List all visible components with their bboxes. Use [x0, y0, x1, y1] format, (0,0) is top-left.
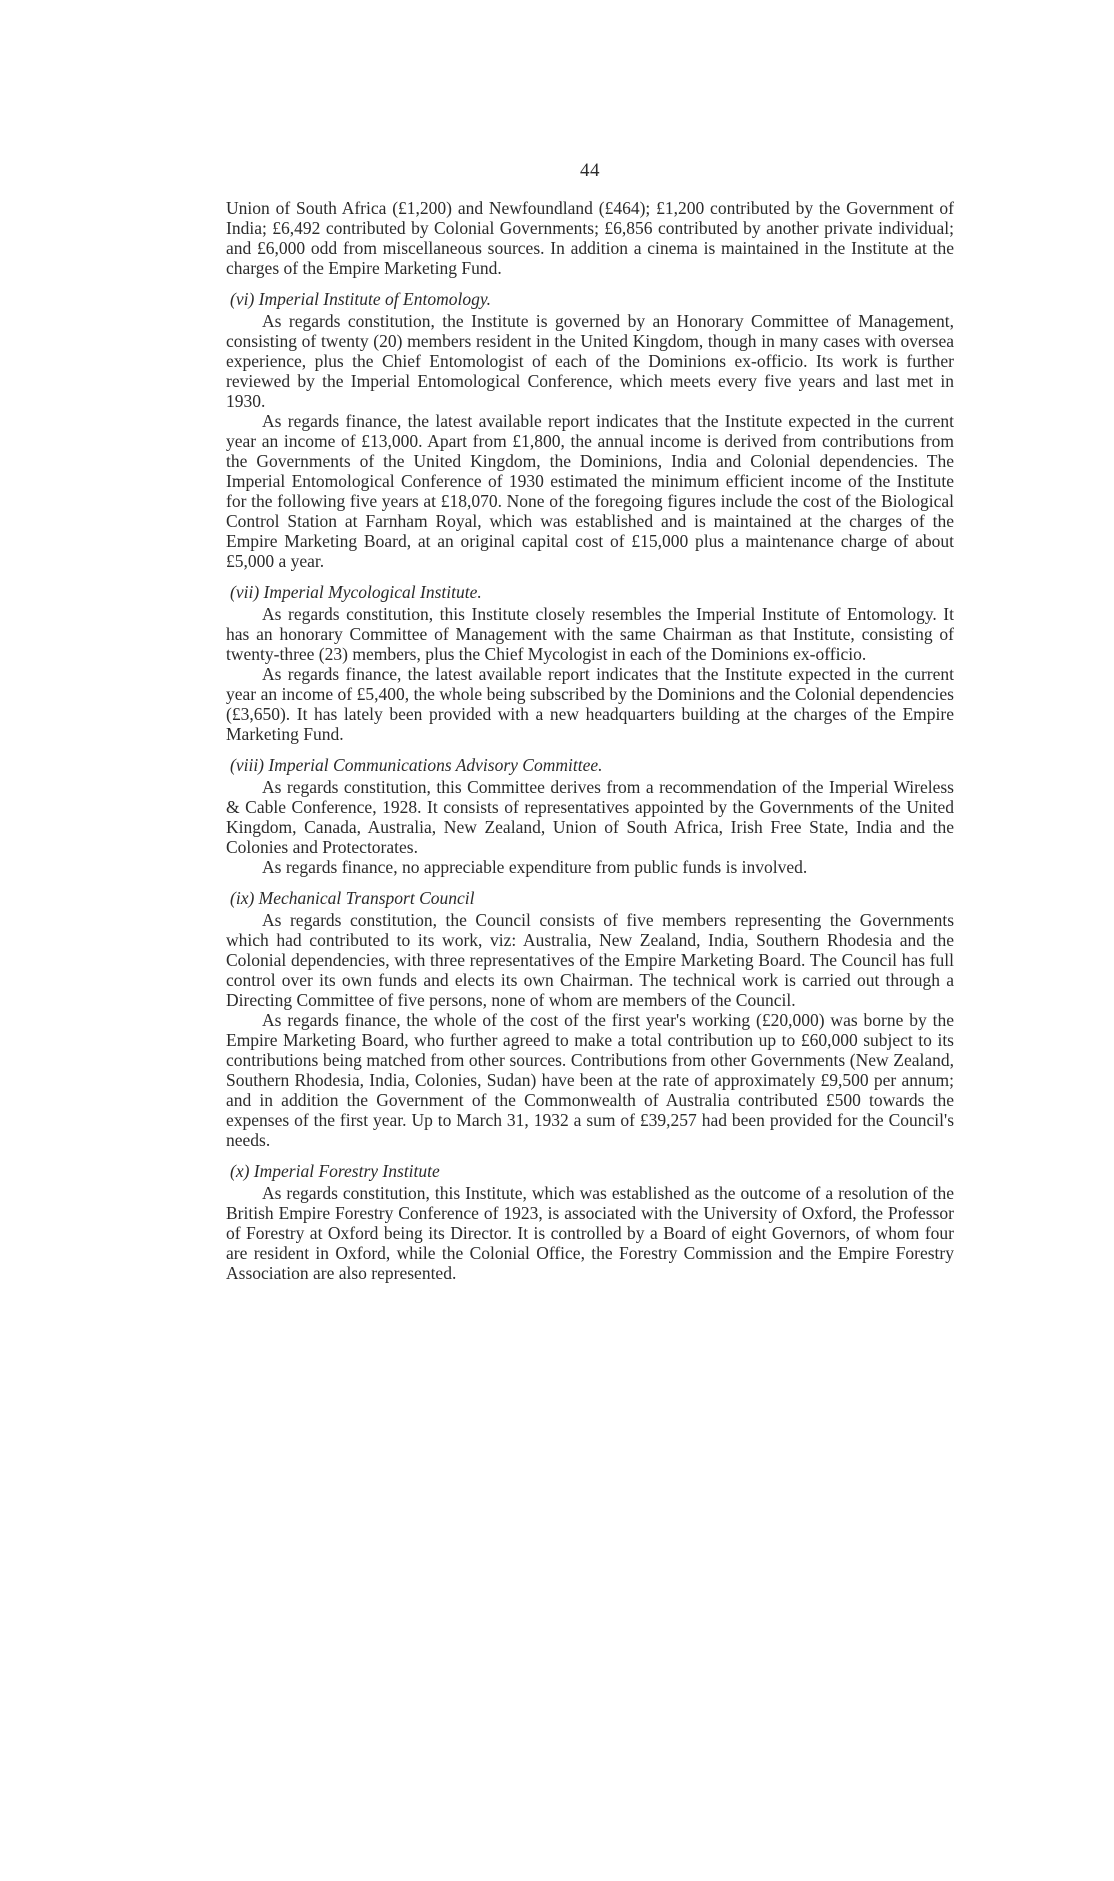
section-heading: (viii) Imperial Communications Advisory Committee. — [230, 755, 603, 775]
intro-paragraph: Union of South Africa (£1,200) and Newfoundland (£464); £1,200 contributed by the Government of India; £6,492 contributed by Colonial Governments; £6,856 contributed by another private individual; and £6,000 odd from miscellaneous sources. In addition a cinema is maintained in the Institute at the charges of the Empire Marketing Fund. — [226, 198, 954, 278]
section-mechanical-transport — [226, 888, 954, 1150]
paragraph-finance: As regards finance, the whole of the cost of the first year's working (£20,000) was borne by the Empire Marketing Board, who further agreed to make a total contribution up to £60,000 subject to its contributions being matched from other sources. Contributions from other Governments (New Zealand, Southern Rhodesia, India, Colonies, Sudan) have been at the rate of approximately £9,500 per annum; and in addition the Government of the Commonwealth of Australia contributed £500 towards the expenses of the first year. Up to March 31, 1932 a sum of £39,257 had been provided for the Council's needs. — [226, 1010, 954, 1150]
paragraph-finance: As regards finance, no appreciable expenditure from public funds is involved. — [262, 857, 808, 877]
page-number: 44 — [580, 160, 600, 181]
paragraph-constitution: As regards constitution, this Committee derives from a recommendation of the Imperial Wireless & Cable Conference, 1928. It consists of representatives appointed by the Governments of the United Kingdom, Canada, Australia, New Zealand, Union of South Africa, Irish Free State, India and the Colonies and Protectorates. — [226, 777, 954, 857]
document-page — [226, 160, 954, 1283]
paragraph-constitution: As regards constitution, this Institute, which was established as the outcome of a resolution of the British Empire Forestry Conference of 1923, is associated with the University of Oxford, the Professor of Forestry at Oxford being its Director. It is controlled by a Board of eight Governors, of whom four are resident in Oxford, while the Colonial Office, the Forestry Commission and the Empire Forestry Association are also represented. — [226, 1183, 954, 1283]
section-heading: (ix) Mechanical Transport Council — [230, 888, 475, 908]
section-entomology — [226, 289, 954, 571]
section-mycology — [226, 582, 954, 744]
section-heading: (vii) Imperial Mycological Institute. — [230, 582, 482, 602]
paragraph-constitution: As regards constitution, the Institute is governed by an Honorary Committee of Management, consisting of twenty (20) members resident in the United Kingdom, though in many cases with oversea experience, plus the Chief Entomologist of each of the Dominions ex-officio. Its work is further reviewed by the Imperial Entomological Conference, which meets every five years and last met in 1930. — [226, 311, 954, 411]
paragraph-finance: As regards finance, the latest available report indicates that the Institute expected in the current year an income of £13,000. Apart from £1,800, the annual income is derived from contributions from the Governments of the United Kingdom, the Dominions, India and Colonial dependencies. The Imperial Entomological Conference of 1930 estimated the minimum efficient income of the Institute for the following five years at £18,070. None of the foregoing figures include the cost of the Biological Control Station at Farnham Royal, which was established and is maintained at the charges of the Empire Marketing Board, at an original capital cost of £15,000 plus a maintenance charge of about £5,000 a year. — [226, 411, 954, 571]
section-forestry — [226, 1161, 954, 1283]
paragraph-constitution: As regards constitution, this Institute closely resembles the Imperial Institute of Entomology. It has an honorary Committee of Management with the same Chairman as that Institute, consisting of twenty-three (23) members, plus the Chief Mycologist in each of the Dominions ex-officio. — [226, 604, 954, 664]
section-communications — [226, 755, 954, 877]
paragraph-finance: As regards finance, the latest available report indicates that the Institute expected in the current year an income of £5,400, the whole being subscribed by the Dominions and the Colonial dependencies (£3,650). It has lately been provided with a new headquarters building at the charges of the Empire Marketing Fund. — [226, 664, 954, 744]
section-heading: (x) Imperial Forestry Institute — [230, 1161, 440, 1181]
section-heading: (vi) Imperial Institute of Entomology. — [230, 289, 491, 309]
paragraph-constitution: As regards constitution, the Council consists of five members representing the Governments which had contributed to its work, viz: Australia, New Zealand, India, Southern Rhodesia and the Colonial dependencies, with three representatives of the Empire Marketing Board. The Council has full control over its own funds and elects its own Chairman. The technical work is carried out through a Directing Committee of five persons, none of whom are members of the Council. — [226, 910, 954, 1010]
